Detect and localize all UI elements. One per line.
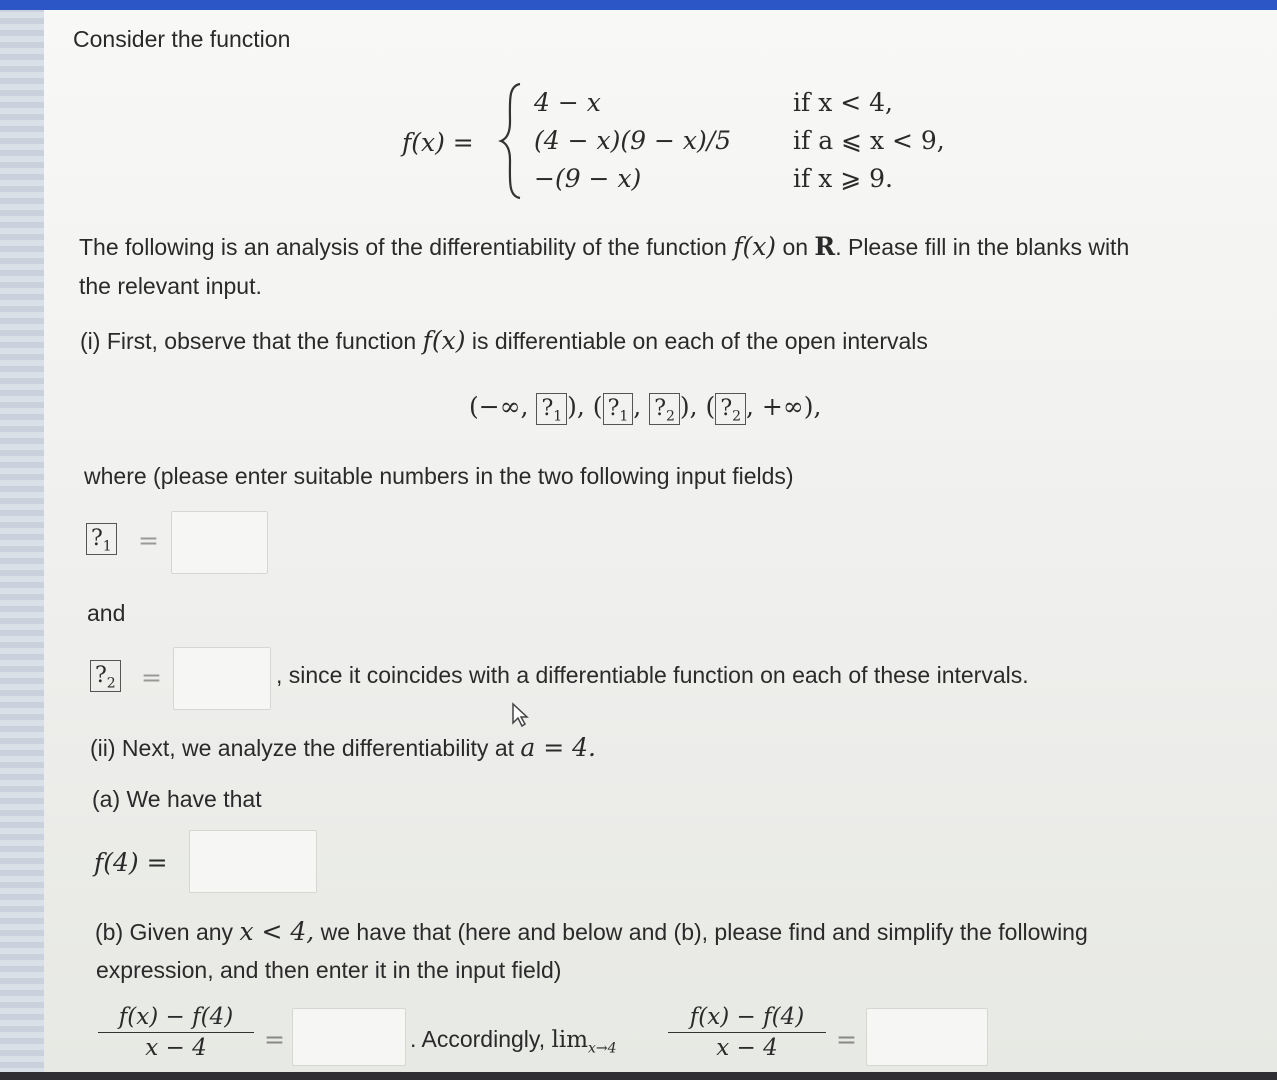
placeholder-box-q1: $?_1$ bbox=[536, 393, 567, 425]
limit-equals: = bbox=[836, 1025, 857, 1054]
accordingly-text: . Accordingly, $\lim_{x\to 4}$ bbox=[410, 1026, 617, 1057]
placeholder-box-q1: $?_1$ bbox=[86, 523, 117, 555]
part-b-line2: expression, and then enter it in the input field) bbox=[96, 957, 562, 983]
piece-3-expr: −(9 − x) bbox=[534, 164, 642, 193]
q2-equals: = bbox=[141, 663, 162, 692]
q1-label bbox=[86, 522, 117, 555]
and-text: and bbox=[87, 600, 126, 626]
placeholder-box-q2: $?_2$ bbox=[90, 660, 121, 692]
intro-text: Consider the function bbox=[73, 26, 291, 52]
since-text: , since it coincides with a differentiable function on each of these intervals. bbox=[276, 662, 1029, 688]
placeholder-box-q1: $?_1$ bbox=[603, 393, 634, 425]
mouse-pointer-icon bbox=[511, 702, 529, 728]
window-top-bar bbox=[0, 0, 1277, 10]
part-ii-heading: (ii) Next, we analyze the differentiability at a = 4. bbox=[90, 733, 596, 762]
analysis-intro-line1: The following is an analysis of the differentiability of the function f(x) on R. Please fill in the blanks with bbox=[79, 232, 1130, 261]
q1-input-field[interactable] bbox=[171, 511, 268, 574]
f4-input-field[interactable] bbox=[189, 830, 317, 893]
difference-quotient-equals: = bbox=[264, 1025, 285, 1054]
piece-2-expr: (4 − x)(9 − x)/5 bbox=[534, 126, 732, 155]
piece-2-cond: if a ⩽ x < 9, bbox=[793, 126, 945, 155]
left-brace-icon bbox=[498, 82, 524, 200]
limit-input-field[interactable] bbox=[866, 1008, 988, 1066]
part-i-text: (i) First, observe that the function f(x) is differentiable on each of the open intervals bbox=[80, 326, 928, 355]
analysis-intro-line2: the relevant input. bbox=[79, 273, 262, 299]
difference-quotient: $\frac{f(x) - f(4)}{x - 4}$ bbox=[98, 1004, 254, 1061]
difference-quotient-input[interactable] bbox=[292, 1008, 406, 1066]
left-margin-strip bbox=[0, 10, 44, 1080]
piece-1-cond: if x < 4, bbox=[793, 88, 893, 117]
placeholder-box-q2: $?_2$ bbox=[715, 393, 746, 425]
part-b-line1: (b) Given any x < 4, we have that (here and below and (b), please find and simplify the following bbox=[95, 917, 1088, 946]
function-lhs: f(x) = bbox=[402, 128, 474, 157]
open-intervals: (−∞, $?_1$ ), ( $?_1$ , $?_2$ ), ( $?_2$ , +∞), bbox=[469, 392, 822, 424]
where-text: where (please enter suitable numbers in the two following input fields) bbox=[84, 463, 794, 489]
piece-3-cond: if x ⩾ 9. bbox=[793, 164, 893, 193]
piece-1-expr: 4 − x bbox=[534, 88, 601, 117]
screen-bottom-bezel bbox=[0, 1072, 1277, 1080]
f4-label: f(4) = bbox=[94, 848, 168, 877]
part-a-label: (a) We have that bbox=[92, 786, 262, 812]
q2-input-field[interactable] bbox=[173, 647, 271, 710]
q2-label bbox=[90, 659, 121, 692]
placeholder-box-q2: $?_2$ bbox=[649, 393, 680, 425]
limit-difference-quotient: $\frac{f(x) - f(4)}{x - 4}$ bbox=[668, 1004, 826, 1061]
q1-equals: = bbox=[138, 526, 159, 555]
